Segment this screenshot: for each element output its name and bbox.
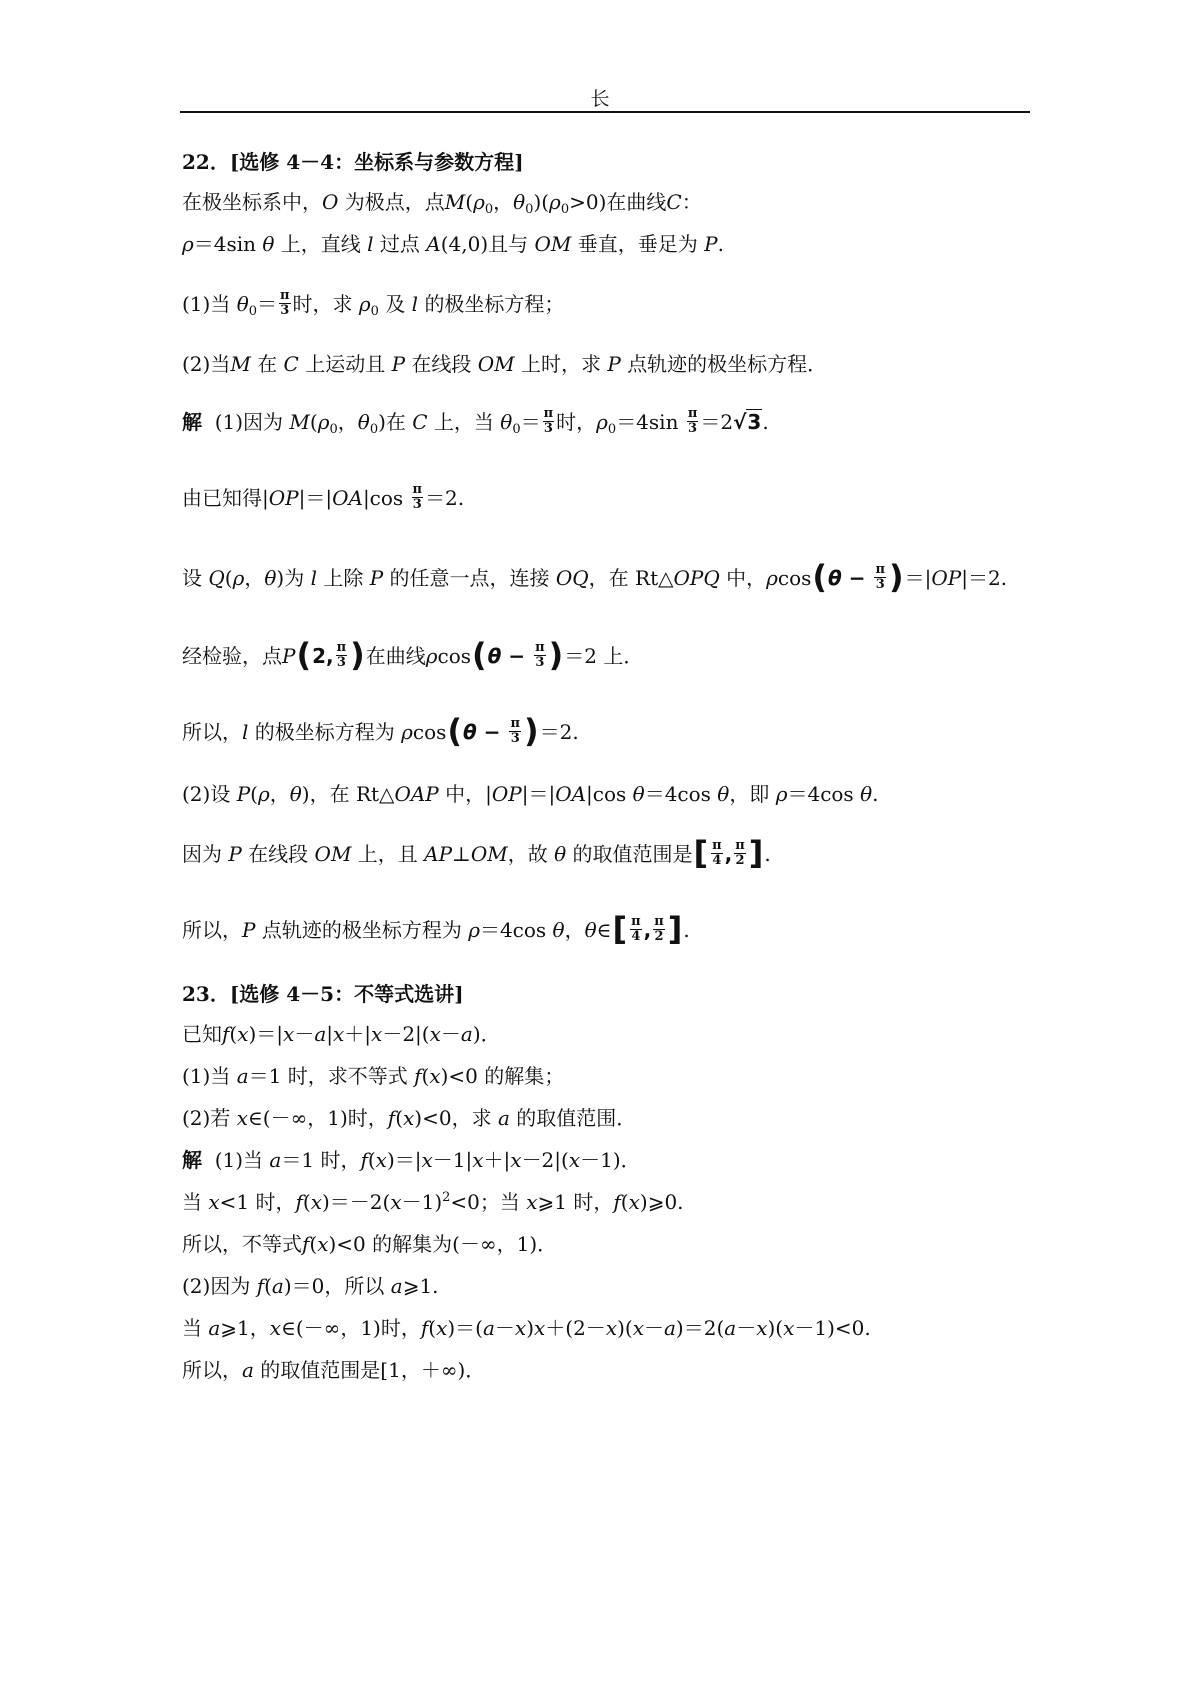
- q22-solution-line4: 经检验，点P(2, $\frac{\pi}{3}$ )在曲线ρcos(θ − $\frac{\pi}{3}$ )＝2 上．: [182, 635, 644, 674]
- q22-solution-line3: 设 Q(ρ，θ)为 l 上除 P 的任意一点，连接 OQ，在 Rt△OPQ 中，ρcos(θ − $\frac{\pi}{3}$ )＝|OP|＝2.: [182, 557, 1008, 596]
- q22-stem-line1: 在极坐标系中，O 为极点，点$M(\rho_0$，$\theta_0)(\rho_0>0)$在曲线C：: [182, 190, 702, 217]
- q23-solution-line4: (2)因为 f(a)＝0，所以 a⩾1.: [182, 1274, 439, 1298]
- q22-title: 22．[选修 4－4：坐标系与参数方程]: [182, 150, 524, 174]
- q23-part2: (2)若 x∈(－∞，1)时，f(x)<0，求 a 的取值范围．: [182, 1106, 637, 1130]
- q23-solution-line5: 当 a⩾1，x∈(－∞，1)时，f(x)＝(a－x)x＋(2－x)(x－a)＝2(a－x)(x－1)<0.: [182, 1316, 871, 1340]
- q22-solution-line2: 由已知得|OP|＝|OA|cos $\frac{\pi}{3}$ ＝2.: [182, 482, 465, 512]
- header-rule: [180, 111, 1030, 113]
- q23-solution-line2: 当 x<1 时，$f(x)=-2(x-1)^2<0$；当 x⩾1 时，f(x)⩾0.: [182, 1190, 684, 1214]
- q22-solution-line6: (2)设 P(ρ，θ)，在 Rt△OAP 中，|OP|＝|OA|cos θ＝4cos θ，即 ρ＝4cos θ.: [182, 782, 879, 806]
- q22-solution-line5: 所以，l 的极坐标方程为 ρcos(θ − $\frac{\pi}{3}$ )＝2.: [182, 711, 579, 750]
- q23-part1: (1)当 a＝1 时，求不等式 f(x)<0 的解集；: [182, 1064, 565, 1088]
- q23-solution-line1: 解 (1)当 a＝1 时，f(x)＝|x－1|x＋|x－2|(x－1)．: [182, 1148, 641, 1172]
- q22-solution-line8: 所以，P 点轨迹的极坐标方程为 ρ＝4cos θ，θ∈[ $\frac{\pi}{4}$ , $\frac{\pi}{2}$ ].: [182, 909, 690, 948]
- q22-part2: (2)当M 在 C 上运动且 P 在线段 OM 上时，求 P 点轨迹的极坐标方程．: [182, 352, 828, 376]
- q22-stem-line2: ρ＝4sin θ 上，直线 l 过点 A(4,0)且与 OM 垂直，垂足为 P.: [182, 232, 724, 256]
- q23-stem: 已知f(x)＝|x－a|x＋|x－2|(x－a)．: [182, 1022, 501, 1046]
- q23-solution-line3: 所以，不等式f(x)<0 的解集为(－∞，1)．: [182, 1232, 558, 1256]
- page-header: 长: [590, 88, 610, 110]
- q22-part1: (1)当 $\theta_0=$ $\frac{\pi}{3}$ 时，求 $\rho_0$ 及 l 的极坐标方程；: [182, 288, 565, 319]
- q22-solution-line1: 解 (1)因为 $M(\rho_0$，$\theta_0$)在 C 上，当 $\theta_0=$ $\frac{\pi}{3}$ 时，$\rho_0=4\sin$ $\frac{\pi}{3}$ ＝2√3.: [182, 406, 769, 437]
- q23-solution-line6: 所以，a 的取值范围是[1，＋∞)．: [182, 1358, 486, 1382]
- q23-title: 23．[选修 4－5：不等式选讲]: [182, 982, 464, 1006]
- q22-solution-line7: 因为 P 在线段 OM 上，且 AP⊥OM，故 θ 的取值范围是[ $\frac{\pi}{4}$ , $\frac{\pi}{2}$ ].: [182, 833, 771, 872]
